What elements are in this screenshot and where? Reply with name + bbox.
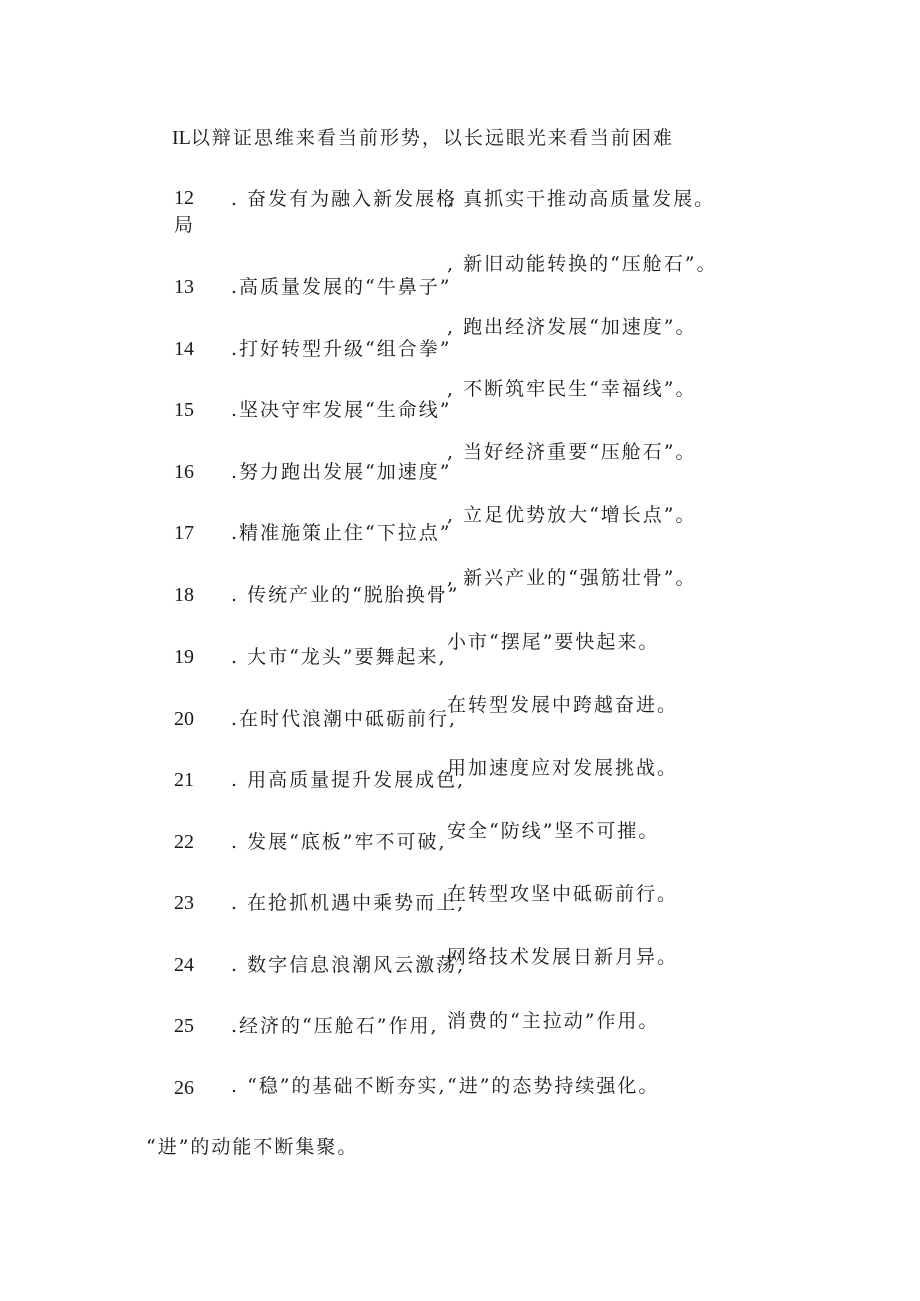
item-left-text: .在时代浪潮中砥砺前行, bbox=[231, 708, 458, 730]
item-number: 15 bbox=[174, 399, 194, 421]
item-left-text: .高质量发展的“牛鼻子” bbox=[231, 276, 452, 298]
item-left-text: .努力跑出发展“加速度” bbox=[231, 461, 452, 483]
item-wrap-text: 局 bbox=[174, 214, 196, 236]
item-number: 18 bbox=[174, 584, 194, 606]
item-number: 24 bbox=[174, 954, 194, 976]
item-right-text: 在转型发展中跨越奋进。 bbox=[447, 694, 679, 716]
item-right-text: 消费的“主拉动”作用。 bbox=[447, 1010, 660, 1032]
item-number: 13 bbox=[174, 276, 194, 298]
item-left-text: .经济的“压舱石”作用, bbox=[231, 1015, 439, 1037]
heading-text: 以辩证思维来看当前形势，以长远眼光来看当前困难 bbox=[190, 127, 674, 149]
item-number: 14 bbox=[174, 338, 194, 360]
item-right-text: , 新兴产业的“强筋壮骨”。 bbox=[447, 567, 697, 589]
item-left-text: .打好转型升级“组合拳” bbox=[231, 338, 452, 360]
item-right-text: , 跑出经济发展“加速度”。 bbox=[447, 316, 697, 338]
item-right-text: 在转型攻坚中砥砺前行。 bbox=[447, 883, 679, 905]
continuation-text: “进”的动能不断集聚。 bbox=[146, 1136, 359, 1158]
item-right-text: , 不断筑牢民生“幸福线”。 bbox=[447, 378, 697, 400]
item-number: 25 bbox=[174, 1015, 194, 1037]
heading-number: IL bbox=[172, 127, 191, 149]
item-left-text: . 用高质量提升发展成色, bbox=[231, 769, 466, 791]
item-right-text: , 真抓实干推动高质量发展。 bbox=[447, 188, 716, 210]
item-number: 21 bbox=[174, 769, 194, 791]
item-left-text: . 数字信息浪潮风云激荡, bbox=[231, 954, 466, 976]
item-right-text: 用加速度应对发展挑战。 bbox=[447, 757, 679, 779]
item-right-text: “进”的态势持续强化。 bbox=[447, 1075, 660, 1097]
item-number: 12 bbox=[174, 187, 194, 209]
item-left-text: . 传统产业的“脱胎换骨” bbox=[231, 584, 460, 606]
section-heading bbox=[172, 128, 674, 148]
item-number: 22 bbox=[174, 831, 194, 853]
item-number: 16 bbox=[174, 461, 194, 483]
item-left-text: . “稳”的基础不断夯实, bbox=[231, 1075, 447, 1097]
item-right-text: , 当好经济重要“压舱石”。 bbox=[447, 441, 697, 463]
item-right-text: , 新旧动能转换的“压舱石”。 bbox=[447, 253, 718, 275]
item-right-text: , 立足优势放大“增长点”。 bbox=[447, 504, 697, 526]
item-number: 17 bbox=[174, 522, 194, 544]
item-left-text: .坚决守牢发展“生命线” bbox=[231, 399, 452, 421]
item-left-text: . 奋发有为融入新发展格 bbox=[231, 188, 458, 210]
item-number: 23 bbox=[174, 892, 194, 914]
item-number: 19 bbox=[174, 646, 194, 668]
item-left-text: . 大市“龙头”要舞起来, bbox=[231, 646, 447, 668]
item-number: 20 bbox=[174, 708, 194, 730]
item-right-text: 安全“防线”坚不可摧。 bbox=[447, 820, 660, 842]
item-left-text: . 发展“底板”牢不可破, bbox=[231, 831, 447, 853]
item-left-text: .精准施策止住“下拉点” bbox=[231, 522, 452, 544]
item-right-text: 网络技术发展日新月异。 bbox=[447, 946, 679, 968]
item-right-text: 小市“摆尾”要快起来。 bbox=[447, 631, 660, 653]
item-number: 26 bbox=[174, 1077, 194, 1099]
item-left-text: . 在抢抓机遇中乘势而上, bbox=[231, 892, 466, 914]
